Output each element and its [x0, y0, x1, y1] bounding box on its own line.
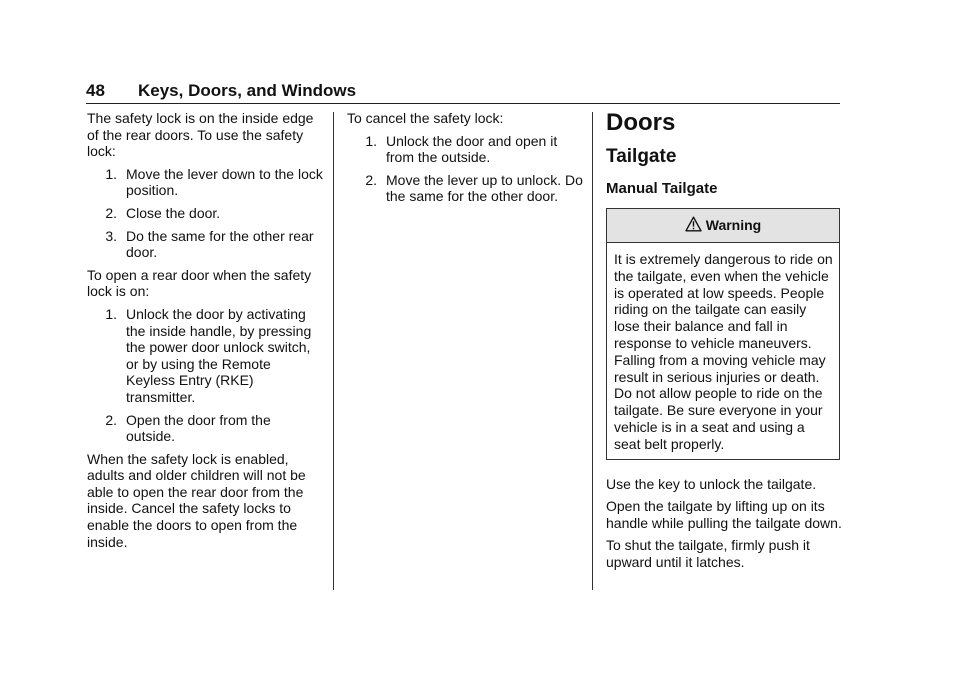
cancel-safety-lock-intro: To cancel the safety lock:: [347, 110, 504, 126]
step-number: 1.: [365, 132, 377, 149]
step-text: Close the door.: [126, 204, 221, 221]
open-rear-door-steps: [87, 306, 323, 445]
heading-tailgate: Tailgate: [606, 146, 677, 167]
step-text: Move the lever up to unlock. Do the same for the other door.: [386, 171, 583, 205]
step-text: Unlock the door by activating the inside handle, by pressing the power door unlock switch, or by using the Remote Keyless Entry (RKE) transmitter.: [126, 305, 312, 405]
list-item: [347, 172, 583, 205]
column-divider: [333, 112, 334, 590]
step-number: 2.: [105, 411, 117, 428]
list-item: [87, 205, 323, 222]
step-number: 3.: [105, 227, 117, 244]
safety-lock-enabled-note: When the safety lock is enabled, adults and older children will not be able to open the rear door from the inside. Cancel the safety locks to enable the doors to open from the inside.: [87, 450, 306, 550]
use-safety-lock-steps: [87, 166, 323, 261]
warning-box: [606, 208, 840, 460]
open-tailgate-text: Open the tailgate by lifting up on its handle while pulling the tailgate down.: [606, 498, 842, 531]
step-number: 1.: [105, 165, 117, 182]
unlock-tailgate-text: Use the key to unlock the tailgate.: [606, 475, 817, 492]
step-text: Open the door from the outside.: [126, 411, 271, 445]
step-text: Do the same for the other rear door.: [126, 227, 314, 261]
header-rule: [86, 103, 840, 104]
heading-manual-tailgate: Manual Tailgate: [606, 180, 718, 197]
list-item: [87, 166, 323, 199]
warning-header: [607, 209, 839, 243]
page-number: 48: [86, 81, 105, 100]
step-text: Move the lever down to the lock position.: [126, 165, 323, 199]
list-item: [87, 412, 323, 445]
column-divider: [592, 112, 593, 590]
list-item: [87, 306, 323, 406]
step-number: 2.: [365, 171, 377, 188]
column-left: [87, 110, 323, 556]
step-number: 2.: [105, 204, 117, 221]
list-item: [347, 133, 583, 166]
cancel-safety-lock-steps: [347, 133, 583, 205]
safety-lock-intro: The safety lock is on the inside edge of the rear doors. To use the safety lock:: [87, 110, 314, 160]
warning-icon: [685, 216, 706, 236]
column-right: [606, 110, 842, 577]
page-header: [86, 80, 840, 102]
heading-doors: Doors: [606, 109, 676, 136]
step-number: 1.: [105, 305, 117, 322]
column-middle: [347, 110, 583, 211]
section-title: Keys, Doors, and Windows: [138, 81, 357, 100]
step-text: Unlock the door and open it from the outside.: [386, 132, 558, 166]
list-item: [87, 228, 323, 261]
warning-body: It is extremely dangerous to ride on the tailgate, even when the vehicle is operated at low speeds. People riding on the tailgate can easily lose their balance and fall in response to vehicle maneuvers. Falling from a moving vehicle may result in serious injuries or death. Do not allow people to ride on the tailgate. Be sure everyone in your vehicle is in a seat and using a seat belt properly.: [614, 251, 833, 452]
warning-title: Warning: [705, 217, 762, 234]
shut-tailgate-text: To shut the tailgate, firmly push it upward until it latches.: [606, 537, 810, 570]
open-rear-door-intro: To open a rear door when the safety lock is on:: [87, 266, 312, 300]
